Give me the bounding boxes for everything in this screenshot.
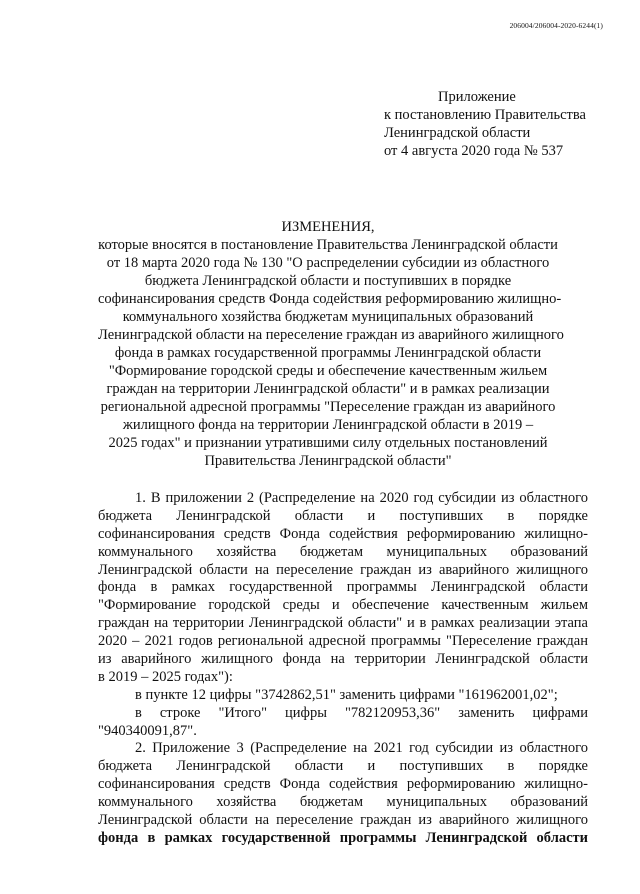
paragraph-2-line: коммунального хозяйства бюджетам муниципальных образований xyxy=(98,794,588,811)
paragraph-1-line: софинансирования средств Фонда содействия реформированию жилищно- xyxy=(98,525,588,542)
heading-line: "Формирование городской среды и обеспечение качественным жильем xyxy=(108,363,548,379)
paragraph-1-line: из аварийного жилищного фонда на территории Ленинградской области xyxy=(98,651,588,668)
heading-line: граждан на территории Ленинградской области" и в рамках реализации xyxy=(106,381,550,397)
paragraph-1-line: бюджета Ленинградской области и поступивших в порядке xyxy=(98,507,588,524)
paragraph-1-line: коммунального хозяйства бюджетам муниципальных образований xyxy=(98,543,588,560)
paragraph-2-line: фонда в рамках государственной программы Ленинградской области xyxy=(98,829,588,846)
paragraph-2-line: бюджета Ленинградской области и поступивших в порядке xyxy=(98,758,588,775)
document-body xyxy=(98,490,588,848)
paragraph-2-line: Ленинградской области на переселение граждан из аварийного жилищного xyxy=(98,812,588,829)
heading-line: бюджета Ленинградской области и поступивших в порядке xyxy=(144,273,512,289)
paragraph-2-line: 2. Приложение 3 (Распределение на 2021 год субсидии из областного xyxy=(135,740,588,757)
heading-line: от 18 марта 2020 года № 130 "О распределении субсидии из областного xyxy=(106,255,550,271)
heading-line: фонда в рамках государственной программы Ленинградской области xyxy=(114,345,542,361)
amendment-line: в пункте 12 цифры "3742862,51" заменить цифрами "161962001,02"; xyxy=(135,686,558,703)
amendment-line: "940340091,87". xyxy=(98,722,197,739)
paragraph-1-line: 1. В приложении 2 (Распределение на 2020 год субсидии из областного xyxy=(135,490,588,506)
paragraph-2-line: софинансирования средств Фонда содействия реформированию жилищно- xyxy=(98,776,588,793)
document-heading xyxy=(98,218,564,470)
paragraph-1-line: в 2019 – 2025 годах"): xyxy=(98,668,233,685)
heading-line: 2025 годах" и признании утратившими силу отдельных постановлений xyxy=(108,435,548,451)
appendix-line: Ленинградской области xyxy=(384,125,531,141)
heading-line: жилищного фонда на территории Ленинградской области в 2019 – xyxy=(122,417,534,433)
paragraph-1-line: 2020 – 2021 годов региональной адресной программы "Переселение граждан xyxy=(98,633,588,650)
heading-title: ИЗМЕНЕНИЯ, xyxy=(281,219,375,235)
paragraph-1-line: "Формирование городской среды и обеспечение качественным жильем xyxy=(98,597,588,614)
appendix-line: от 4 августа 2020 года № 537 xyxy=(384,143,564,159)
heading-line: коммунального хозяйства бюджетам муниципальных образований xyxy=(122,309,534,325)
heading-line: региональной адресной программы "Переселение граждан из аварийного xyxy=(100,399,556,415)
paragraph-1-line: граждан на территории Ленинградской области" и в рамках реализации этапа xyxy=(98,615,588,632)
heading-line: Ленинградской области на переселение граждан из аварийного жилищного xyxy=(98,327,564,343)
appendix-block xyxy=(384,88,586,160)
paragraph-1-line: Ленинградской области на переселение граждан из аварийного жилищного xyxy=(98,561,588,578)
paragraph-1-line: фонда в рамках государственной программы Ленинградской области xyxy=(98,579,588,596)
amendment-line: в строке "Итого" цифры "782120953,36" заменить цифрами xyxy=(135,704,588,721)
heading-line: которые вносятся в постановление Правительства Ленинградской области xyxy=(98,237,558,253)
heading-line: софинансирования средств Фонда содействия реформированию жилищно- xyxy=(98,291,562,307)
document-number: 206004/206004-2020-6244(1) xyxy=(509,21,603,30)
appendix-line: Приложение xyxy=(438,89,516,105)
appendix-line: к постановлению Правительства xyxy=(384,107,586,123)
heading-line: Правительства Ленинградской области" xyxy=(204,453,452,469)
